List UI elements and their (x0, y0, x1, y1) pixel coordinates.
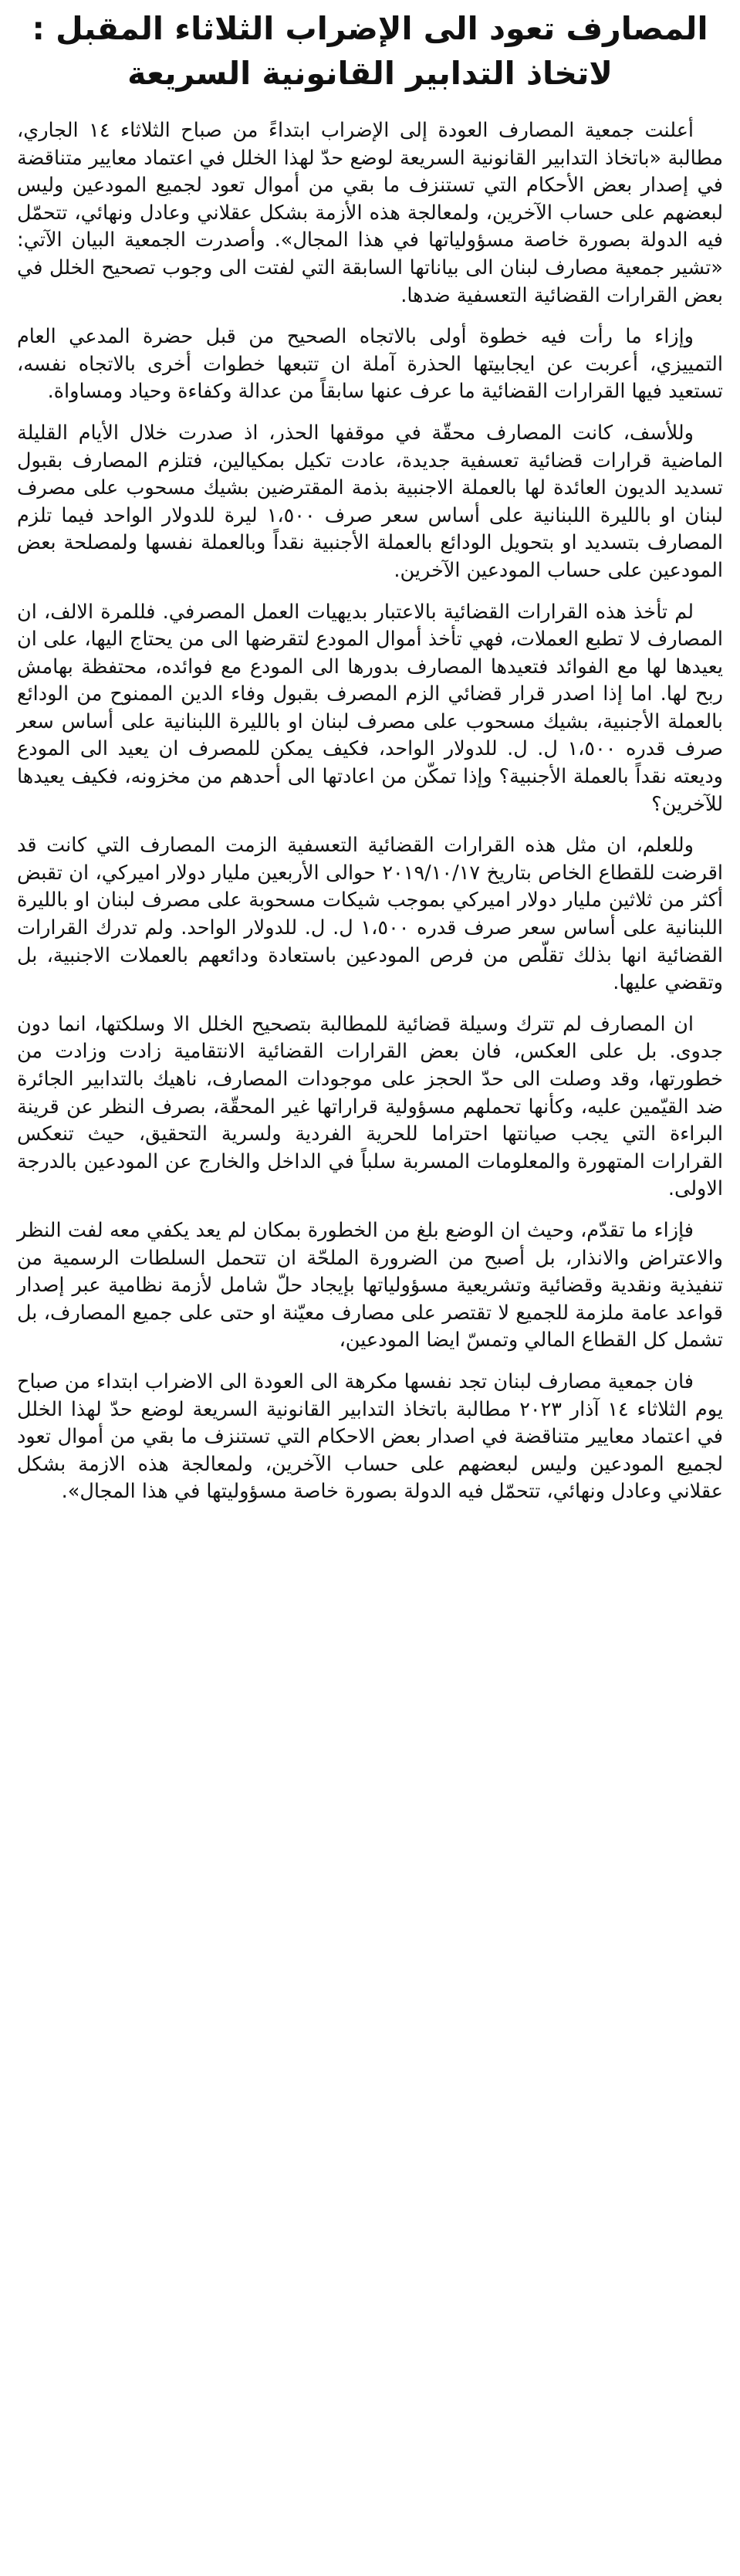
article-paragraph-6: ان المصارف لم تترك وسيلة قضائية للمطالبة بتصحيح الخلل الا وسلكتها، انما دون جدوى. بل على العكس، فان بعض القرارات القضائية الانتقامية زادت وزادت من خطورتها، وقد وصلت الى حدّ الحجز على موجودات المصارف، ناهيك بالتدابير الجائرة ضد القيّمين عليه، وكأنها تحملهم مسؤولية قراراتها غير المحقّة، بصرف النظر عن قرينة البراءة التي يجب صيانتها احتراما للحرية الفردية ولسرية التحقيق، حيث تنعكس القرارات المتهورة والمعلومات المسربة سلباً في الداخل والخارج عن المودعين بالدرجة الاولى. (17, 1012, 723, 1201)
article-paragraph-4: لم تأخذ هذه القرارات القضائية بالاعتبار بديهيات العمل المصرفي. فللمرة الالف، ان المصارف لا تطبع العملات، فهي تأخذ أموال المودع لتقرضها الى من يحتاج اليها، على ان يعيدها لها مع الفوائد فتعيدها المصارف بدورها الى المودع مع فوائده، محتفظة بهامش ربح لها. اما إذا اصدر قرار قضائي الزم المصرف بقبول وفاء الدين الممنوح من الودائع بالعملة الأجنبية، بشيك مسحوب على مصرف لبنان او بالليرة اللبنانية على أساس سعر صرف قدره ١،٥٠٠ ل. ل. للدولار الواحد، فكيف يمكن للمصرف ان يعيد الى المودع وديعته نقداً بالعملة الأجنبية؟ وإذا تمكّن من اعادتها الى أحدهم من مخزونه، فكيف يعيدها للآخرين؟ (17, 600, 723, 816)
article-body (17, 117, 723, 1506)
article-paragraph-5: وللعلم، ان مثل هذه القرارات القضائية التعسفية الزمت المصارف التي كانت قد اقرضت للقطاع الخاص بتاريخ ٢٠١٩/١٠/١٧ حوالى الأربعين مليار دولار اميركي، ان تقبض أكثر من ثلاثين مليار دولار اميركي بموجب شيكات مسحوبة على مصرف لبنان او بالليرة اللبنانية على أساس سعر صرف قدره ١،٥٠٠ ل. ل. للدولار الواحد. ولم تدرك القرارات القضائية انها بذلك تقلّص من فرص المودعين باستعادة ودائعهم بالعملات الاجنبية، بل وتقضي عليها. (17, 834, 723, 995)
headline-line-2: لاتخاذ التدابير القانونية السريعة (127, 55, 613, 92)
article-paragraph-7: فإزاء ما تقدّم، وحيث ان الوضع بلغ من الخطورة بمكان لم يعد يكفي معه لفت النظر والاعتراض والانذار، بل أصبح من الضرورة الملحّة ان تتحمل السلطات الرسمية من تنفيذية ونقدية وقضائية وتشريعية مسؤولياتها بإيجاد حلّ شامل لأزمة نظامية عبر إصدار قواعد عامة ملزمة للجميع لا تقتصر على مصارف معيّنة او حتى على جميع المصارف، بل تشمل كل القطاع المالي وتمسّ ايضا المودعين، (17, 1218, 723, 1352)
headline-line-1: المصارف تعود الى الإضراب الثلاثاء المقبل : (32, 10, 708, 47)
article-paragraph-8: فان جمعية مصارف لبنان تجد نفسها مكرهة الى العودة الى الاضراب ابتداء من صباح يوم الثلاثاء ١٤ آذار ٢٠٢٣ مطالبة باتخاذ التدابير القانونية السريعة لوضع حدّ لهذا الخلل في اعتماد معايير متناقضة في اصدار بعض الاحكام التي تستنزف ما بقي من أموال تعود لجميع المودعين وليس لبعضهم على حساب الآخرين، ولمعالجة هذه الازمة بشكل عقلاني وعادل ونهائي، تتحمّل فيه الدولة بصورة خاصة مسؤوليتها في هذا المجال». (17, 1369, 723, 1504)
article-headline (17, 6, 723, 96)
article-paragraph-3: وللأسف، كانت المصارف محقّة في موقفها الحذر، اذ صدرت خلال الأيام القليلة الماضية قرارات قضائية تعسفية جديدة، عادت تكيل بمكيالين، فتلزم المصارف بقبول تسديد الديون العائدة لها بالعملة الاجنبية بذمة المقترضين بشيك مسحوب على مصرف لبنان او بالليرة اللبنانية على أساس سعر صرف ١،٥٠٠ ليرة للدولار الواحد فيما تلزم المصارف بتسديد او بتحويل الودائع بالعملة الأجنبية نقداً وبالعملة نفسها ولمصلحة بعض المودعين على حساب المودعين الآخرين. (17, 421, 723, 582)
article-paragraph-2: وإزاء ما رأت فيه خطوة أولى بالاتجاه الصحيح من قبل حضرة المدعي العام التمييزي، أعربت عن ايجابيتها الحذرة آملة ان تتبعها خطوات أخرى بالاتجاه نفسه، تستعيد فيها القرارات القضائية ما عرف عنها سابقاً من عدالة وكفاءة وحياد ومساواة. (17, 325, 723, 404)
article-paragraph-1: أعلنت جمعية المصارف العودة إلى الإضراب ابتداءً من صباح الثلاثاء ١٤ الجاري، مطالبة «باتخاذ التدابير القانونية السريعة لوضع حدّ لهذا الخلل في اعتماد معايير متناقضة في إصدار بعض الأحكام التي تستنزف ما بقي من أموال تعود لجميع المودعين وليس لبعضهم على حساب الآخرين، ولمعالجة هذه الأزمة بشكل عقلاني وعادل ونهائي، تتحمّل فيه الدولة بصورة خاصة مسؤولياتها في هذا المجال». وأصدرت الجمعية البيان الآتي: «تشير جمعية مصارف لبنان الى بياناتها السابقة التي لفتت الى وجوب تصحيح الخلل في بعض القرارات القضائية التعسفية ضدها. (17, 119, 723, 307)
